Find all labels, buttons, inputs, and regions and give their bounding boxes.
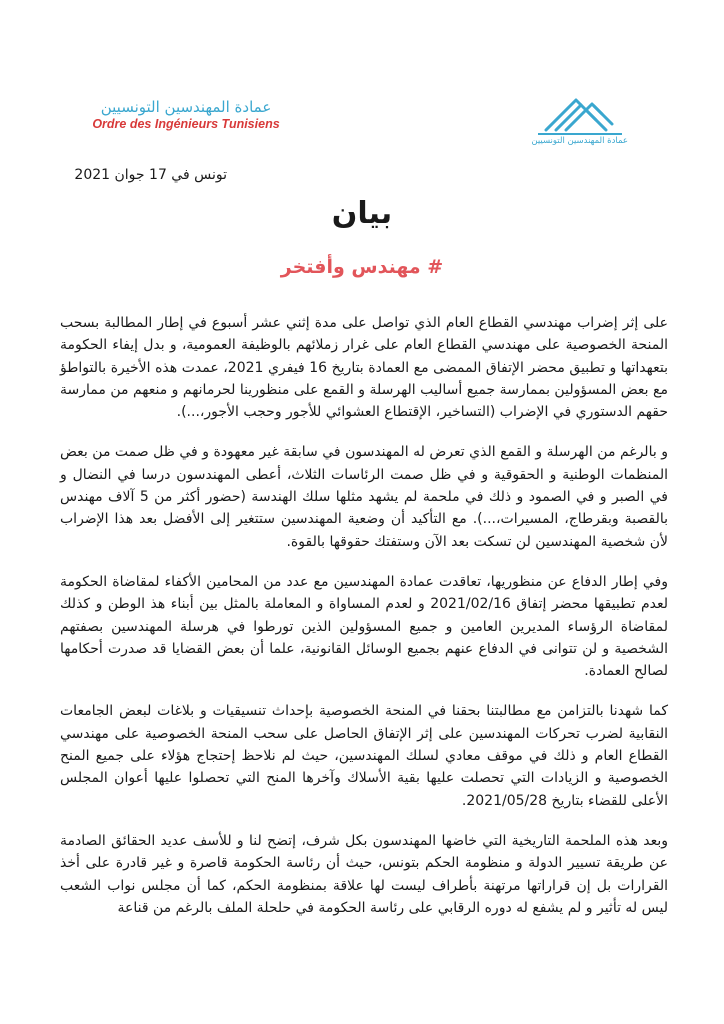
- org-emblem: [532, 90, 628, 154]
- document-body: [60, 312, 668, 937]
- emblem-icon: [532, 90, 628, 138]
- hashtag-subtitle: # مهندس وأفتخر: [280, 256, 444, 278]
- body-paragraph: و بالرغم من الهرسلة و القمع الذي تعرض له المهندسون في سابقة غير معهودة و في ظل صمت من بعض المنظمات الوطنية و الحقوقية و في ظل صمت الرئاسات الثلاث، أعطى المهندسون درسا في النضال و في الصبر و في الصمود و ذلك في ملحمة لم يشهد مثلها سلك الهندسة (حضور أكثر من 5 آلاف مهندس بالقصبة وبقرطاج، المسيرات،...). مع التأكيد أن وضعية المهندسين ستتغير إلى الأفضل بعد هذا الإضراب لأن شخصية المهندسين لن تسكت بعد الآن وستفتك حقوقها بالقوة.: [60, 444, 668, 550]
- org-name-french: Ordre des Ingénieurs Tunisiens: [92, 117, 280, 131]
- body-paragraph: على إثر إضراب مهندسي القطاع العام الذي تواصل على مدة إثني عشر أسبوع في إطار المطالبة بسحب المنحة الخصوصية على مهندسي القطاع العام على غرار زملائهم بالوظيفة العمومية، و بدل إيفاء الحكومة بتعهداتها و تطبيق محضر الإتفاق الممضى مع العمادة بتاريخ 16 فيفري 2021، عمدت هذه الأخيرة بالتواطؤ مع بعض المسؤولين بممارسة جميع أساليب الهرسلة و القمع على منظورينا لحرمانهم و منعهم من ممارسة حقهم الدستوري في الإضراب (التساخير، الإقتطاع العشوائي للأجور وحجب الأجور،...).: [60, 315, 668, 421]
- emblem-caption: عمادة المهندسين التونسيين: [531, 136, 628, 146]
- body-paragraph: وبعد هذه الملحمة التاريخية التي خاضها المهندسون بكل شرف، إتضح لنا و للأسف عديد الحقائق الصادمة عن طريقة تسيير الدولة و منظومة الحكم بتونس، حيث أن رئاسة الحكومة قاصرة و غير قادرة على أخذ القرارات بل إن قراراتها مرتهنة بأطراف ليست لها علاقة بمنظومة الحكم، كما أن مجلس نواب الشعب ليس له تأثير و لم يشفع له دوره الرقابي على رئاسة الحكومة في حلحلة الملف بالرغم من قناعة: [60, 832, 668, 916]
- org-logo-text: [86, 98, 286, 131]
- body-paragraph: كما شهدنا بالتزامن مع مطالبتنا بحقنا في المنحة الخصوصية بإحداث تنسيقيات و بلاغات لبعض الجامعات النقابية لضرب تحركات المهندسين على إثر الإتفاق الحاصل على سحب المنحة الخصوصية على مهندسي القطاع العام و ذلك في موقف معادي لسلك المهندسين، حيث لم نلاحظ إحتجاج هؤلاء على جميع المنح الخصوصية و الزيادات التي تحصلت عليها بقية الأسلاك وآخرها المنح التي تحصلوا عليها أعوان المجلس الأعلى للقضاء بتاريخ 2021/05/28.: [60, 703, 668, 809]
- body-paragraph: وفي إطار الدفاع عن منظوريها، تعاقدت عمادة المهندسين مع عدد من المحامين الأكفاء لمقاضاة الحكومة لعدم تطبيقها محضر إتفاق 2021/02/16 و لعدم المساواة و المعاملة بالمثل بين أبناء هذ الوطن و كذلك لمقاضاة الرؤساء المديرين العامين و جميع المسؤولين الذين تورطوا في هرسلة المهندسين بصفتهم الشخصية و لن تتوانى في الدفاع عنهم بجميع الوسائل القانونية، علما أن بعض القضايا قد صدرت أحكامها لصالح العمادة.: [60, 573, 668, 680]
- document-date: تونس في 17 جوان 2021: [74, 167, 227, 183]
- document-title: بيان: [331, 196, 393, 231]
- org-name-arabic: عمادة المهندسين التونسيين: [100, 98, 272, 116]
